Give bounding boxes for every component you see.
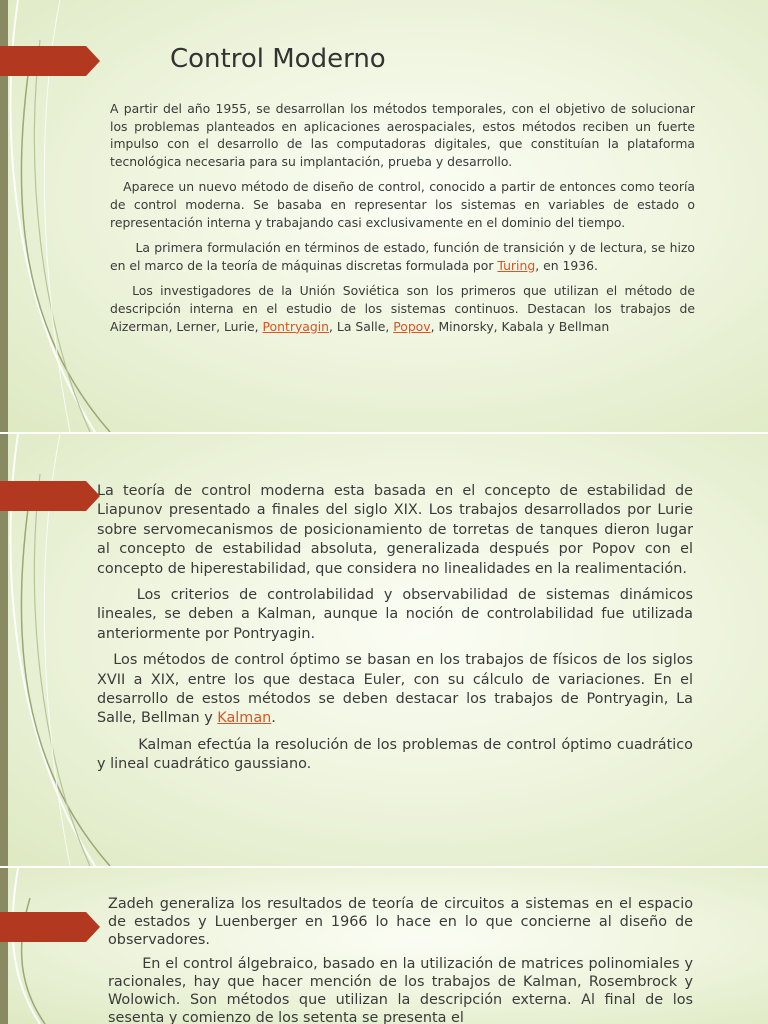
paragraph: Los criterios de controlabilidad y observabilidad de sistemas dinámicos lineales, se deben a Kalman, aunque la noción de controlabilidad fue utilizada anteriormente por Pontryagin. [97, 587, 693, 642]
link-popov[interactable]: Popov [393, 318, 431, 334]
link-pontryagin[interactable]: Pontryagin [262, 318, 330, 334]
paragraph: Aparece un nuevo método de diseño de control, conocido a partir de entonces como teoría de control moderna. Se basaba en representar los sistemas en variables de estado o representación interna y trabajando casi exclusivamente en el dominio del tiempo. [110, 179, 695, 230]
paragraph: Zadeh generaliza los resultados de teoría de circuitos a sistemas en el espacio de estados y Luenberger en 1966 lo hace en lo que concierne al diseño de observadores. [108, 896, 693, 948]
arrow-marker [0, 912, 100, 942]
paragraph: La primera formulación en términos de estado, función de transición y de lectura, se hizo en el marco de la teoría de máquinas discretas formulada por Turing, en 1936. [110, 240, 695, 273]
slide-body [108, 896, 693, 1024]
paragraph: En el control álgebraico, basado en la utilización de matrices polinomiales y racionales, hay que hacer mención de los trabajos de Kalman, Rosembrock y Wolowich. Son métodos que utilizan la descripción externa. Al final de los sesenta y comienzo de los setenta se presenta el [108, 956, 693, 1024]
slide-2 [0, 434, 768, 866]
slide-3 [0, 868, 768, 1024]
swoosh-decoration [0, 868, 120, 1024]
slide-1 [0, 0, 768, 432]
arrow-marker [0, 46, 100, 76]
slide-body [97, 482, 693, 782]
paragraph: A partir del año 1955, se desarrollan los métodos temporales, con el objetivo de solucionar los problemas planteados en aplicaciones aerospaciales, estos métodos reciben un fuerte impulso con el desarrollo de las computadoras digitales, que constituían la plataforma tecnológica necesaria para su implantación, prueba y desarrollo. [110, 101, 695, 169]
paragraph: La teoría de control moderna esta basada en el concepto de estabilidad de Liapunov presentado a finales del siglo XIX. Los trabajos desarrollados por Lurie sobre servomecanismos de posicionamiento de torretas de tanques dieron lugar al concepto de estabilidad absoluta, generalizada después por Popov con el concepto de hiperestabilidad, que considera no linealidades en la realimentación. [97, 483, 693, 577]
arrow-marker [0, 481, 100, 511]
link-turing[interactable]: Turing [497, 257, 536, 273]
slide-title: Control Moderno [170, 44, 386, 74]
paragraph: Los métodos de control óptimo se basan en los trabajos de físicos de los siglos XVII a XIX, entre los que destaca Euler, con su cálculo de variaciones. En el desarrollo de estos métodos se deben destacar los trabajos de Pontryagin, La Salle, Bellman y Kalman. [97, 652, 694, 727]
paragraph: Kalman efectúa la resolución de los problemas de control óptimo cuadrático y lineal cuadrático gaussiano. [97, 736, 693, 773]
paragraph: Los investigadores de la Unión Soviética son los primeros que utilizan el método de descripción interna en el estudio de los sistemas continuos. Destacan los trabajos de Aizerman, Lerner, Lurie, Pontryagin, La Salle, Popov, Minorsky, Kabala y Bellman [110, 283, 695, 334]
slide-body [110, 100, 695, 343]
link-kalman[interactable]: Kalman [217, 710, 272, 727]
